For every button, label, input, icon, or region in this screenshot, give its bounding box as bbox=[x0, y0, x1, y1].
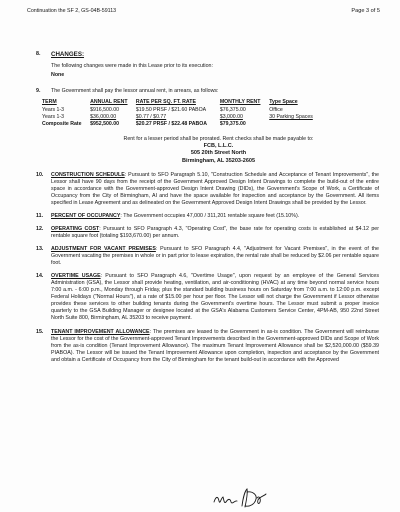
rent-intro: The Government shall pay the lessor annual rent, in arrears, as follows: bbox=[51, 88, 219, 95]
payee-street: 505 20th Street North bbox=[190, 150, 247, 157]
section-text: : The Government occupies 47,000 / 311,201 rentable square feet (15.10%). bbox=[120, 213, 300, 220]
section-vacant-premises bbox=[36, 246, 379, 267]
section-text: : Pursuant to SFO Paragraph 4.4, "Adjustment for Vacant Premises", in the event of the Government vacating the premises in whole or in part prior to lease expiration, the rental rate shall be reduced by $2.06 per rentable square foot. bbox=[51, 246, 380, 267]
section-percent-occupancy bbox=[36, 213, 379, 220]
changes-intro: The following changes were made in this Lease prior to its execution: bbox=[51, 63, 213, 70]
section-number: 9. bbox=[36, 88, 41, 95]
section-construction-schedule bbox=[36, 172, 379, 207]
section-number: 11. bbox=[36, 213, 44, 220]
section-tenant-improvement bbox=[36, 329, 379, 364]
page-number: Page 3 of 5 bbox=[351, 8, 380, 14]
section-text: : Pursuant to SFO Paragraph 5.10, "Construction Schedule and Acceptance of Tenant Improvements", the Lessor shall have 90 days from the receipt of the Government Approved Design Intent Drawings to complete the build-out of the entire space in accordance with the Government-approved Design Intent Drawing (DIDs), the Government's Scope of Work, a Certificate of Occupancy from the City of Birmingham, AI and have the space available for inspection and acceptance by the Government. All items specified in Lease Agreement and as delineated on the Government Approved Design Intent Drawings shall be provided by the Lessor. bbox=[51, 171, 379, 207]
signature-initials bbox=[212, 486, 274, 510]
changes-value: None bbox=[51, 72, 65, 79]
table-row: Composite Rate $952,500.00 $20.27 PRSF / $22.48 PABOA $79,375.00 bbox=[42, 121, 246, 128]
section-title: TENANT IMPROVEMENT ALLOWANCE bbox=[51, 328, 150, 335]
section-number: 12. bbox=[36, 226, 44, 233]
col-monthly-rent: MONTHLY RENT bbox=[219, 99, 261, 106]
payee-name: FCB, L.L.C. bbox=[203, 143, 234, 149]
section-text: : Pursuant to SFO Paragraph 4.6, "Overtime Usage", upon request by an employee of the General Services Administration (GSA), the Lessor shall provide heating, ventilation, and air-conditioning (HVAC) at any time beyond normal service hours 7:00 a.m. - 6:00 p.m., Monday through Friday, plus the standard building business hours on Saturday from 7:00 a.m. to 12:00 p.m. except Federal Holidays ("Normal Hours"), at a rate of $15.00 per hour per floor. The Lessor will not charge the Government if Lessor otherwise provides these services to other building tenants during the Government's overtime hours. The Lessor must submit a proper invoice quarterly to the GSA Building Manager or designee located at the GSA's Alabama Customers Service Center, 4PM-AB, 950 22nd Street North Suite 800, Birmingham, AL 35203 to receive payment. bbox=[51, 273, 379, 322]
section-number: 8. bbox=[36, 51, 41, 57]
section-title: ADJUSTMENT FOR VACANT PREMISES bbox=[51, 246, 156, 253]
section-overtime-usage bbox=[36, 273, 379, 322]
payee-intro: Rent for a lesser period shall be prorated. Rent checks shall be made payable to: bbox=[123, 135, 314, 142]
section-title: OVERTIME USAGE bbox=[51, 273, 101, 280]
section-number: 10. bbox=[36, 171, 44, 178]
section-title: OPERATING COST bbox=[51, 226, 100, 233]
section-title: CHANGES: bbox=[51, 51, 85, 58]
col-type-space: Type Space bbox=[269, 99, 298, 106]
page-header bbox=[27, 8, 380, 17]
col-annual-rent: ANNUAL RENT bbox=[90, 99, 128, 106]
section-title: CONSTRUCTION SCHEDULE bbox=[51, 171, 125, 178]
payee-city: Birmingham, AL 35203-2605 bbox=[181, 157, 256, 164]
section-text: : The premises are leased to the Government in as-is condition. The Government will reimburse the Lessor for the cost of the Government-approved Tenant Improvements described in the Government-approved DIDs and Scope of Work from the as-is condition (Tenant Improvement Allowance). The maximum Tenant Improvement Allowance shall be $2,520,000.00 ($59.39 PIABOA). The Lessor will be issued the Tenant Improvement Allowance upon completion, inspection and acceptance by the Government and obtain a Certificate of Occupancy from the City of Birmingham for the tenant build-out in accordance with the Approved bbox=[51, 328, 379, 363]
col-rate: RATE PER SQ. FT. RATE bbox=[135, 99, 196, 106]
continuation-label: Continuation the SF 2, GS-04B-59113 bbox=[27, 8, 117, 14]
section-changes bbox=[36, 51, 379, 59]
rent-table bbox=[42, 99, 322, 128]
section-number: 13. bbox=[36, 246, 44, 253]
section-operating-cost bbox=[36, 226, 379, 240]
table-row: Years 1-3 $916,500.00 $19.50 PRSF / $21.60 PABOA $76,375.00 Office bbox=[42, 107, 283, 114]
section-number: 15. bbox=[36, 328, 44, 335]
section-rent bbox=[36, 88, 379, 95]
section-title: PERCENT OF OCCUPANCY bbox=[51, 213, 121, 220]
document-body bbox=[36, 51, 379, 370]
section-text: : Pursuant to SFO Paragraph 4.3, "Operating Cost", the base rate for operating costs is established at $4.12 per rentable square foot (totaling $193,670.00) per annum. bbox=[51, 226, 380, 240]
section-number: 14. bbox=[36, 273, 44, 280]
table-row: Years 1-3 $36,000.00 $0.77 / $0.77 $3,000.00 30 Parking Spaces bbox=[42, 114, 313, 121]
col-term: TERM bbox=[42, 99, 57, 106]
payee-block bbox=[58, 136, 379, 165]
